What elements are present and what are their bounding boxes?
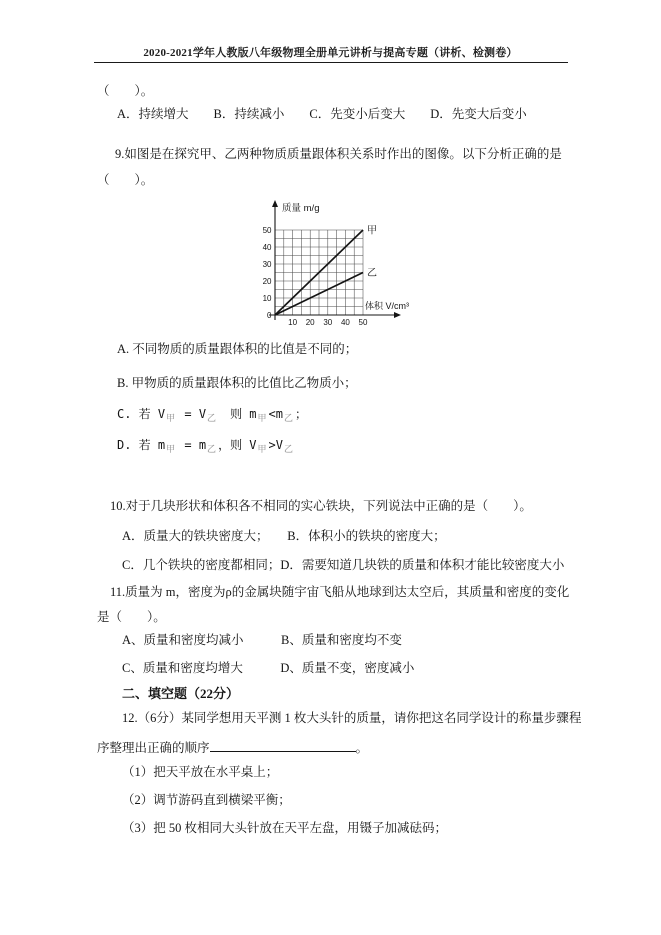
svg-text:体积 V/cm³: 体积 V/cm³ [365, 301, 409, 311]
page-header-title: 2020-2021学年人教版八年级物理全册单元讲析与提高专题（讲析、检测卷） [143, 47, 518, 59]
q8-options: A．持续增大 B．持续减小 C．先变小后变大 D．先变大后变小 [117, 107, 527, 121]
q10-options-cd: C．几个铁块的密度都相同；D．需要知道几块铁的质量和体积才能比较密度大小 [122, 558, 565, 572]
subscript-jia: 甲 [257, 414, 267, 424]
q12-step-3: （3）把 50 枚相同大头针放在天平左盘，用镊子加减砝码； [122, 821, 448, 835]
formula-text: = m [177, 438, 207, 452]
header-divider [94, 62, 568, 63]
formula-text: ； [295, 407, 308, 421]
svg-text:甲: 甲 [367, 225, 377, 237]
subscript-yi: 乙 [283, 414, 293, 424]
section-heading-fill-in: 二、填空题（22分） [122, 686, 240, 701]
svg-text:30: 30 [262, 259, 272, 269]
subscript-jia: 甲 [166, 445, 176, 455]
svg-text:10: 10 [262, 293, 272, 303]
svg-text:20: 20 [262, 276, 272, 286]
q11-stem-line2: 是（ ）。 [97, 610, 166, 624]
q11-stem-line1: 11.质量为 m，密度为ρ的金属块随宇宙飞船从地球到达太空后，其质量和密度的变化 [110, 585, 570, 599]
svg-text:50: 50 [358, 318, 368, 327]
formula-text: >V [268, 438, 283, 452]
svg-text:40: 40 [262, 242, 272, 252]
mass-volume-chart-container [248, 196, 428, 336]
svg-text:乙: 乙 [367, 268, 377, 279]
answer-blank [210, 738, 356, 752]
subscript-yi: 乙 [207, 445, 217, 455]
q12-stem-line2 [97, 738, 368, 757]
subscript-yi: 乙 [207, 414, 217, 424]
svg-text:40: 40 [340, 318, 350, 327]
q12-line2-period: 。 [355, 741, 369, 755]
q9-stem-line2: （ ）。 [97, 173, 154, 187]
formula-text: C. 若 V [117, 407, 166, 421]
q8-answer-paren: （ ）。 [97, 84, 154, 98]
svg-text:50: 50 [262, 225, 272, 235]
q12-line2-text: 序整理出正确的顺序 [97, 741, 210, 755]
formula-text: D. 若 m [117, 438, 166, 452]
subscript-jia: 甲 [257, 445, 267, 455]
formula-text: ，则 V [218, 438, 257, 452]
q12-stem-line1: 12.（6分）某同学想用天平测 1 枚大头针的质量，请你把这名同学设计的称量步骤程 [122, 711, 582, 725]
q9-option-b: B. 甲物质的质量跟体积的比值比乙物质小； [117, 376, 357, 390]
svg-text:20: 20 [305, 318, 315, 327]
q10-options-ab: A．质量大的铁块密度大； B．体积小的铁块的密度大； [122, 529, 446, 543]
q11-options-cd: C、质量和密度均增大 D、质量不变，密度减小 [122, 661, 415, 675]
formula-text: = V [177, 407, 207, 421]
q10-stem: 10.对于几块形状和体积各不相同的实心铁块，下列说法中正确的是（ ）。 [110, 499, 532, 513]
formula-text: <m [268, 407, 283, 421]
q12-step-1: （1）把天平放在水平桌上； [122, 765, 279, 779]
svg-text:10: 10 [288, 318, 298, 327]
mass-volume-chart [248, 196, 428, 336]
q9-option-a: A. 不同物质的质量跟体积的比值是不同的； [117, 342, 358, 356]
q11-options-ab: A、质量和密度均减小 B、质量和密度均不变 [122, 633, 402, 647]
q9-option-c [117, 406, 307, 428]
q9-option-d [117, 437, 295, 459]
svg-text:质量 m/g: 质量 m/g [282, 203, 320, 214]
svg-text:30: 30 [323, 318, 333, 327]
formula-text: 则 m [218, 407, 257, 421]
svg-text:0: 0 [267, 310, 272, 320]
subscript-jia: 甲 [166, 414, 176, 424]
q12-step-2: （2）调节游码直到横梁平衡； [122, 793, 291, 807]
q9-stem-line1: 9.如图是在探究甲、乙两种物质质量跟体积关系时作出的图像。以下分析正确的是 [115, 147, 562, 161]
subscript-yi: 乙 [283, 445, 293, 455]
